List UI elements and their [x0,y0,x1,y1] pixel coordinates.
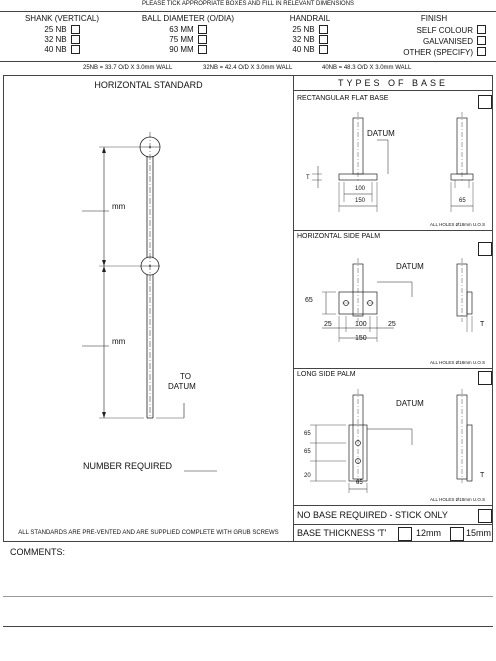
no-base-checkbox[interactable] [478,509,492,523]
ball-90-checkbox[interactable] [198,45,207,54]
handrail-option-40: 40 NB [292,45,315,54]
base-thickness-label: BASE THICKNESS 'T' [297,528,387,538]
no-base-label: NO BASE REQUIRED - STICK ONLY [297,510,448,520]
shank-25-checkbox[interactable] [71,25,80,34]
rect-dim-150: 150 [355,198,366,204]
thickness-12-checkbox[interactable] [398,527,412,541]
finish-galv-checkbox[interactable] [477,36,486,45]
ball-option-75: 75 MM [169,35,194,44]
thickness-15-label: 15mm [466,528,492,538]
handrail-column [248,14,372,54]
finish-self-checkbox[interactable] [477,25,486,34]
long-side-palm-title: LONG SIDE PALM [297,371,356,378]
ball-75-checkbox[interactable] [198,35,207,44]
finish-option-other: OTHER (SPECIFY) [403,48,473,57]
shank-option-40: 40 NB [44,45,67,54]
long-dim-t: T [480,472,485,479]
horiz-note: ALL HOLES Ø18mm U.O.S [430,360,486,365]
handrail-option-25: 25 NB [292,25,315,34]
horiz-dim-65: 65 [305,297,313,304]
shank-40-checkbox[interactable] [71,45,80,54]
rect-flat-base-checkbox[interactable] [478,95,492,109]
rect-flat-base-title: RECTANGULAR FLAT BASE [297,95,389,102]
handrail-32-checkbox[interactable] [319,35,328,44]
handrail-40-checkbox[interactable] [319,45,328,54]
horiz-dim-25a: 25 [324,321,332,328]
ball-option-63: 63 MM [169,25,194,34]
shank-title: SHANK (VERTICAL) [24,14,100,23]
long-dim-65b: 65 [304,449,311,455]
shank-option-32: 32 NB [44,35,67,44]
horiz-datum-label: DATUM [396,262,424,271]
horiz-side-palm-title: HORIZONTAL SIDE PALM [297,233,381,240]
horiz-dim-150: 150 [355,335,367,342]
wall-note-25: 25NB = 33.7 O/D X 3.0mm WALL [83,65,173,71]
long-side-palm-drawing [294,385,492,495]
ball-title: BALL DIAMETER (O/DIA) [141,14,235,23]
horiz-side-palm-drawing [294,252,492,356]
wall-note-40: 40NB = 48.3 O/D X 3.0mm WALL [322,65,412,71]
types-of-base-title: TYPES OF BASE [337,78,449,88]
long-note: ALL HOLES Ø18mm U.O.S [430,497,486,502]
rect-dim-100: 100 [355,186,366,192]
lower-dim-unit: mm [112,337,126,346]
number-required-field[interactable] [181,463,217,473]
rect-dim-65: 65 [459,198,466,204]
to-datum-line2: DATUM [168,382,196,391]
comments-label: COMMENTS: [10,547,65,557]
handrail-option-32: 32 NB [292,35,315,44]
handrail-title: HANDRAIL [289,14,331,23]
rect-note: ALL HOLES Ø18mm U.O.S [430,222,486,227]
shank-option-25: 25 NB [44,25,67,34]
long-dim-65c: 65 [356,480,363,486]
finish-option-galv: GALVANISED [423,37,473,46]
instruction-text: PLEASE TICK APPROPRIATE BOXES AND FILL IN RELEVANT DIMENSIONS [141,1,355,7]
finish-title: FINISH [420,14,448,23]
thickness-12-label: 12mm [416,528,442,538]
ball-option-90: 90 MM [169,45,194,54]
rect-dim-t: T [306,175,310,181]
ball-column [126,14,250,54]
upper-dim-unit: mm [112,202,126,211]
shank-column [0,14,124,54]
long-dim-20: 20 [304,473,311,479]
options-header [0,14,496,62]
long-dim-65a: 65 [304,431,311,437]
horiz-dim-100: 100 [355,321,367,328]
rect-datum-label: DATUM [367,129,395,138]
horizontal-standard-title: HORIZONTAL STANDARD [94,80,203,90]
long-side-palm-checkbox[interactable] [478,371,492,385]
wall-note-32: 32NB = 42.4 O/D X 3.0mm WALL [203,65,293,71]
comments-field[interactable] [3,560,493,626]
horiz-dim-25b: 25 [388,321,396,328]
thickness-15-checkbox[interactable] [450,527,464,541]
grub-screws-note: ALL STANDARDS ARE PRE-VENTED AND ARE SUPPLIED COMPLETE WITH GRUB SCREWS [18,530,279,536]
finish-other-checkbox[interactable] [477,47,486,56]
handrail-25-checkbox[interactable] [319,25,328,34]
number-required-label: NUMBER REQUIRED [83,461,173,471]
long-datum-label: DATUM [396,399,424,408]
finish-column [372,14,496,57]
shank-32-checkbox[interactable] [71,35,80,44]
horiz-dim-t: T [480,321,485,328]
ball-63-checkbox[interactable] [198,25,207,34]
finish-option-self: SELF COLOUR [416,26,473,35]
to-datum-line1: TO [180,372,191,381]
